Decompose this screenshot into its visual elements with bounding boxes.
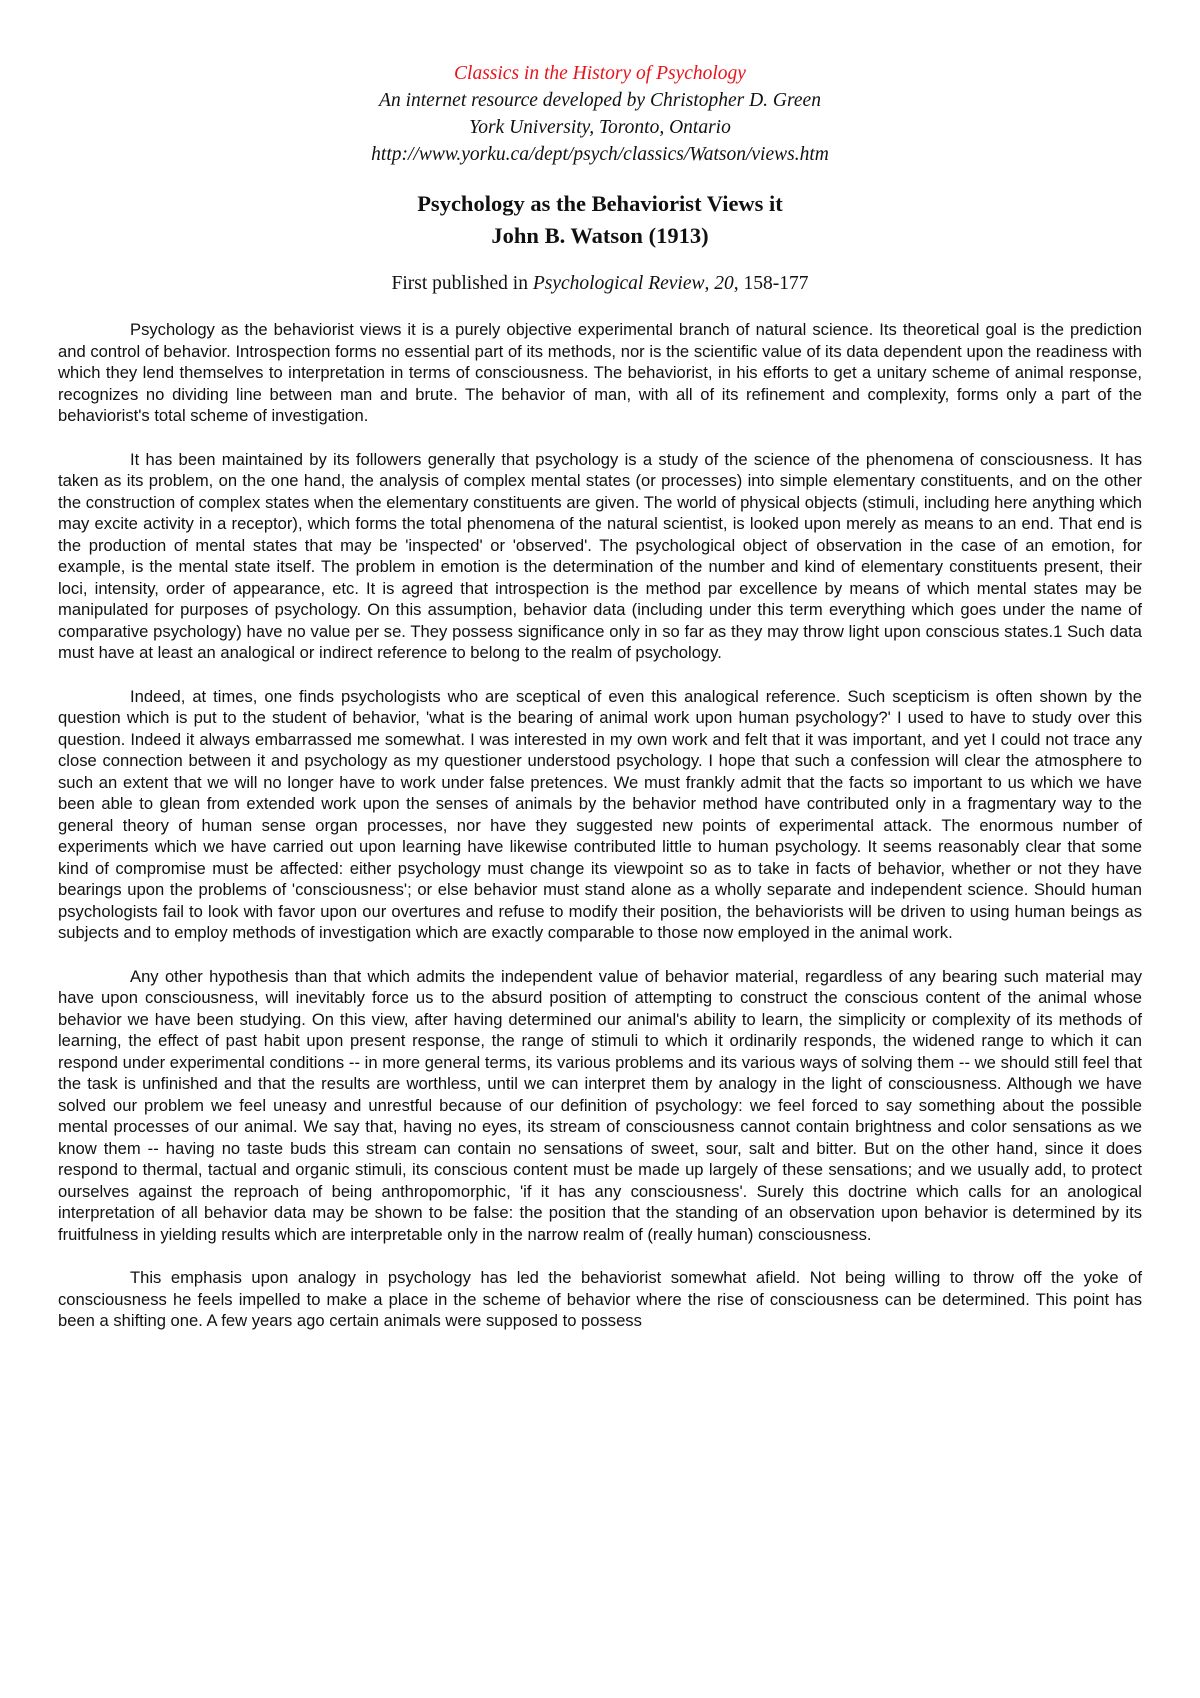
article-author: John B. Watson (1913): [491, 223, 709, 248]
publication-separator: ,: [704, 273, 715, 294]
source-url: http://www.yorku.ca/dept/psych/classics/Watson/views.htm: [371, 144, 829, 165]
document-page: [58, 60, 1142, 1354]
paragraph-4: Any other hypothesis than that which admits the independent value of behavior material, regardless of any bearing such material may have upon consciousness, will inevitably force us to the absurd position of attempting to construct the conscious content of the animal whose behavior we have been studying. On this view, after having determined our animal's ability to learn, the simplicity or complexity of its methods of learning, the effect of past habit upon present response, the range of stimuli to which it ordinarily responds, the widened range to which it can respond under experimental conditions -- in more general terms, its various problems and its various ways of solving them -- we should still feel that the task is unfinished and that the results are worthless, until we can interpret them by analogy in the light of consciousness. Although we have solved our problem we feel uneasy and unrestful because of our definition of psychology: we feel forced to say something about the possible mental processes of our animal. We say that, having no eyes, its stream of consciousness cannot contain brightness and color sensations as we know them -- having no taste buds this stream can contain no sensations of sweet, sour, salt and bitter. But on the other hand, since it does respond to thermal, tactual and organic stimuli, its conscious content must be made up largely of these sensations; and we usually add, to protect ourselves against the reproach of being anthropomorphic, 'if it has any consciousness'. Surely this doctrine which calls for an anological interpretation of all behavior data may be shown to be false: the position that the standing of an observation upon behavior is determined by its fruitfulness in yielding results which are interpretable only in the narrow realm of (really human) consciousness.: [58, 966, 1142, 1244]
journal-pages: , 158-177: [733, 273, 809, 294]
paragraph-3: Indeed, at times, one finds psychologists who are sceptical of even this analogical reference. Such scepticism is often shown by the question which is put to the student of behavior, 'what is the bearing of animal work upon human psychology?' I used to have to study over this question. Indeed it always embarrassed me somewhat. I was interested in my own work and felt that it was important, and yet I could not trace any close connection between it and psychology as my questioner understood psychology. I hope that such a confession will clear the atmosphere to such an extent that we will no longer have to work under false pretences. We must frankly admit that the facts so important to us which we have been able to glean from extended work upon the senses of animals by the behavior method have contributed only in a fragmentary way to the general theory of human sense organ processes, nor have they suggested new points of experimental attack. The enormous number of experiments which we have carried out upon learning have likewise contributed little to human psychology. It seems reasonably clear that some kind of compromise must be affected: either psychology must change its viewpoint so as to take in facts of behavior, whether or not they have bearings upon the problems of 'consciousness'; or else behavior must stand alone as a wholly separate and independent science. Should human psychologists fail to look with favor upon our overtures and refuse to modify their position, the behaviorists will be driven to using human beings as subjects and to employ methods of investigation which are exactly comparable to those now employed in the animal work.: [58, 686, 1142, 942]
document-header: [58, 60, 1142, 168]
resource-credit: An internet resource developed by Christopher D. Green: [379, 90, 821, 111]
institution: York University, Toronto, Ontario: [469, 117, 731, 138]
publication-line: [58, 271, 1142, 297]
article-body: [58, 319, 1142, 1332]
paragraph-2: It has been maintained by its followers generally that psychology is a study of the science of the phenomena of consciousness. It has taken as its problem, on the one hand, the analysis of complex mental states (or processes) into simple elementary constituents, and on the other the construction of complex states when the elementary constituents are given. The world of physical objects (stimuli, including here anything which may excite activity in a receptor), which forms the total phenomena of the natural scientist, is looked upon merely as means to an end. That end is the production of mental states that may be 'inspected' or 'observed'. The psychological object of observation in the case of an emotion, for example, is the mental state itself. The problem in emotion is the determination of the number and kind of elementary constituents present, their loci, intensity, order of appearance, etc. It is agreed that introspection is the method par excellence by means of which mental states may be manipulated for purposes of psychology. On this assumption, behavior data (including under this term everything which goes under the name of comparative psychology) have no value per se. They possess significance only in so far as they may throw light upon conscious states.1 Such data must have at least an analogical or indirect reference to belong to the realm of psychology.: [58, 449, 1142, 662]
paragraph-5: This emphasis upon analogy in psychology has led the behaviorist somewhat afield. Not being willing to throw off the yoke of consciousness he feels impelled to make a place in the scheme of behavior where the rise of consciousness can be determined. This point has been a shifting one. A few years ago certain animals were supposed to possess: [58, 1268, 1142, 1330]
publication-prefix: First published in: [391, 273, 533, 294]
title-block: [58, 188, 1142, 252]
paragraph-1: Psychology as the behaviorist views it is a purely objective experimental branch of natural science. Its theoretical goal is the prediction and control of behavior. Introspection forms no essential part of its methods, nor is the scientific value of its data dependent upon the readiness with which they lend themselves to interpretation in terms of consciousness. The behaviorist, in his efforts to get a unitary scheme of animal response, recognizes no dividing line between man and brute. The behavior of man, with all of its refinement and complexity, forms only a part of the behaviorist's total scheme of investigation.: [58, 320, 1142, 425]
journal-name: Psychological Review: [532, 273, 705, 294]
series-title: Classics in the History of Psychology: [454, 63, 746, 84]
journal-volume: 20: [714, 273, 734, 294]
article-title: Psychology as the Behaviorist Views it: [417, 191, 783, 216]
